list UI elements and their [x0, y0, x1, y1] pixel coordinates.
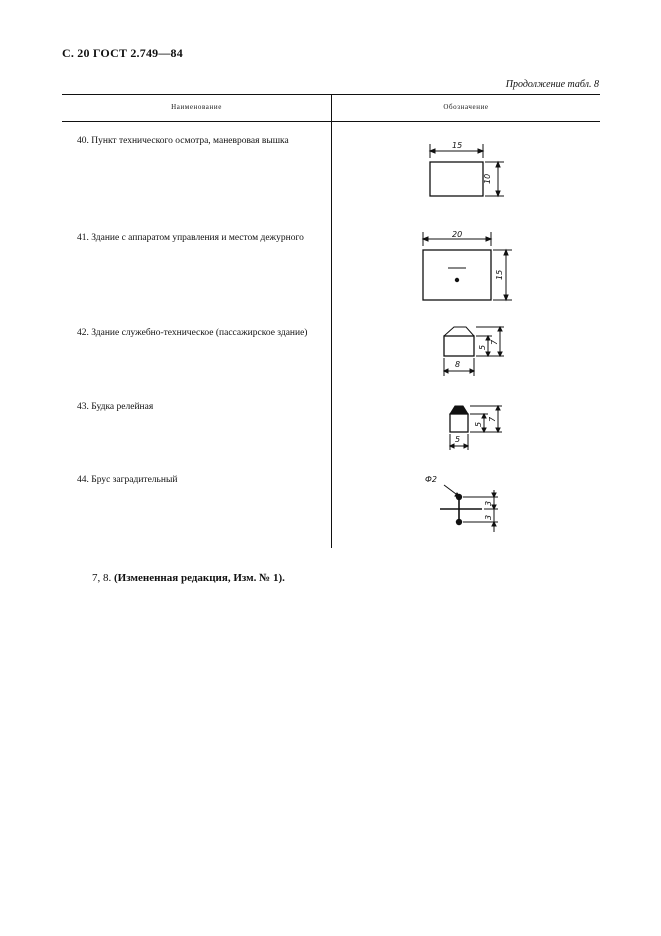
dimension-lower-label: 3 — [484, 514, 493, 520]
table-continuation-label: Продолжение табл. 8 — [505, 79, 599, 90]
symbol-control-building — [412, 228, 522, 304]
symbol-barrier-beam — [422, 470, 512, 542]
dimension-wall-label: 5 — [474, 421, 483, 427]
table-row-40-name: 40. Пункт технического осмотра, маневровая вышка — [77, 136, 289, 146]
dimension-width-label: 5 — [455, 435, 461, 444]
symbol-relay-booth — [438, 396, 508, 452]
dimension-height-label: 10 — [483, 173, 492, 184]
dimension-width-label: 20 — [452, 230, 463, 239]
table-row-44-name: 44. Брус заградительный — [77, 475, 178, 485]
column-header-name: Наименование — [171, 103, 222, 111]
table-row-42-name: 42. Здание служебно-техническое (пассажирское здание) — [77, 328, 308, 338]
dimension-wall-label: 5 — [478, 344, 487, 350]
symbol-inspection-point — [420, 138, 520, 206]
column-header-symbol: Обозначение — [443, 103, 489, 111]
table-column-divider — [331, 94, 332, 548]
table-row-43-name: 43. Будка релейная — [77, 402, 154, 412]
dimension-height-label: 15 — [495, 269, 504, 280]
dimension-width-label: 15 — [452, 141, 463, 150]
symbol-service-building — [436, 322, 516, 378]
amendment-note — [92, 572, 285, 584]
table-row-41-name: 41. Здание с аппаратом управления и местом дежурного — [77, 233, 304, 243]
dimension-total-label: 7 — [488, 416, 497, 422]
dimension-total-label: 7 — [490, 339, 499, 345]
dot-marker — [455, 278, 459, 282]
dimension-upper-label: 3 — [484, 500, 493, 506]
amendment-text: (Измененная редакция, Изм. № 1). — [114, 572, 285, 584]
amendment-section-number: 7, 8. — [92, 572, 112, 584]
page-title: С. 20 ГОСТ 2.749—84 — [62, 46, 183, 60]
dimension-diameter-label: Ф2 — [425, 475, 437, 484]
dimension-width-label: 8 — [455, 360, 461, 369]
